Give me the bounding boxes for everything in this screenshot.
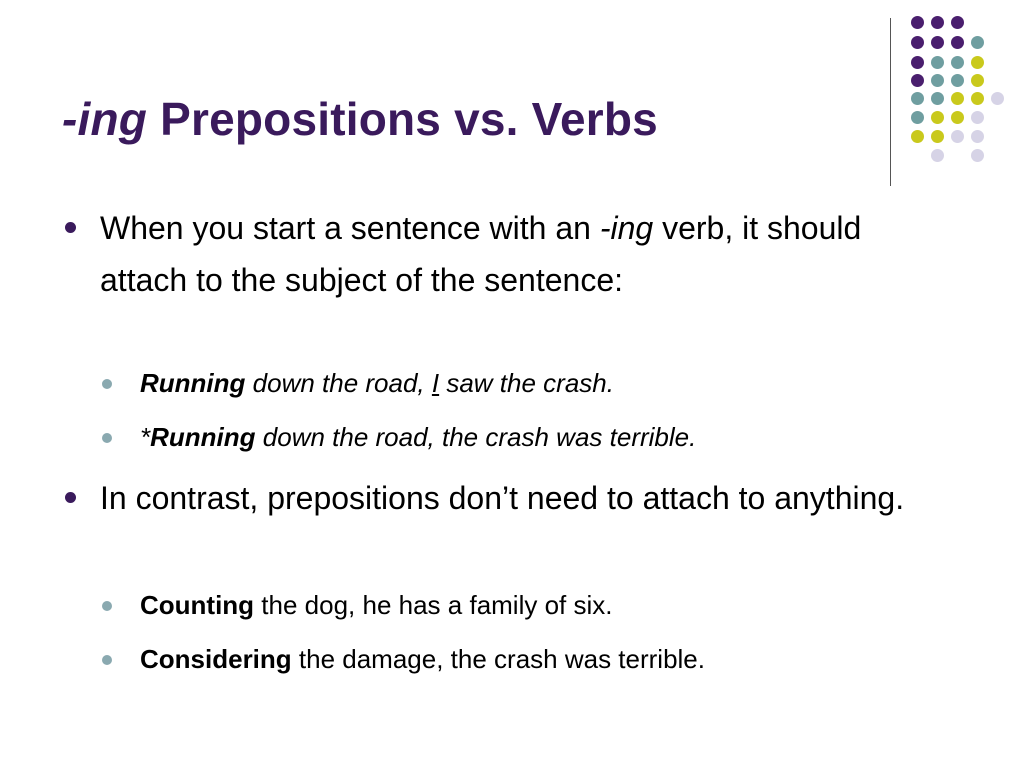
decorative-dot (951, 111, 964, 124)
title-prefix: -ing (62, 93, 148, 145)
decorative-dot (931, 111, 944, 124)
sub-bullet-text: Considering the damage, the crash was terrible. (140, 644, 705, 674)
sub-bullet-dot-icon (102, 379, 112, 389)
sub-bullet-text: Counting the dog, he has a family of six. (140, 590, 613, 620)
sub-bullet-text: *Running down the road, the crash was terrible. (140, 422, 697, 452)
decorative-dot (931, 56, 944, 69)
sub-bullet-dot-icon (102, 601, 112, 611)
decorative-dot (951, 36, 964, 49)
decorative-dot (971, 56, 984, 69)
decorative-dot (971, 130, 984, 143)
decorative-dot (971, 111, 984, 124)
decorative-dot (911, 36, 924, 49)
decorative-dot (931, 92, 944, 105)
decorative-dot (911, 16, 924, 29)
decorative-divider-line (890, 18, 891, 186)
decorative-dot (991, 92, 1004, 105)
decorative-dot (931, 149, 944, 162)
decorative-dot (911, 111, 924, 124)
sub-bullet-dot-icon (102, 433, 112, 443)
decorative-dot (931, 16, 944, 29)
bullet-text: In contrast, prepositions don’t need to attach to anything. (100, 480, 905, 516)
decorative-dot (911, 74, 924, 87)
decorative-dot (951, 92, 964, 105)
decorative-dot (911, 92, 924, 105)
decorative-dot (931, 36, 944, 49)
bullet-dot-icon (65, 222, 76, 233)
decorative-dot-grid (0, 0, 1024, 200)
bullet-dot-icon (65, 492, 76, 503)
decorative-dot (951, 74, 964, 87)
decorative-dot (911, 130, 924, 143)
decorative-dot (971, 36, 984, 49)
decorative-dot (911, 56, 924, 69)
decorative-dot (971, 92, 984, 105)
decorative-dot (931, 74, 944, 87)
sub-bullet-dot-icon (102, 655, 112, 665)
decorative-dot (971, 149, 984, 162)
title-rest: Prepositions vs. Verbs (147, 93, 658, 145)
sub-bullet-text: Running down the road, I saw the crash. (140, 368, 614, 398)
decorative-dot (951, 56, 964, 69)
bullet-text: When you start a sentence with an -ing verb, it should attach to the subject of the sentence: (100, 210, 862, 298)
decorative-dot (931, 130, 944, 143)
decorative-dot (951, 130, 964, 143)
decorative-dot (951, 16, 964, 29)
decorative-dot (971, 74, 984, 87)
